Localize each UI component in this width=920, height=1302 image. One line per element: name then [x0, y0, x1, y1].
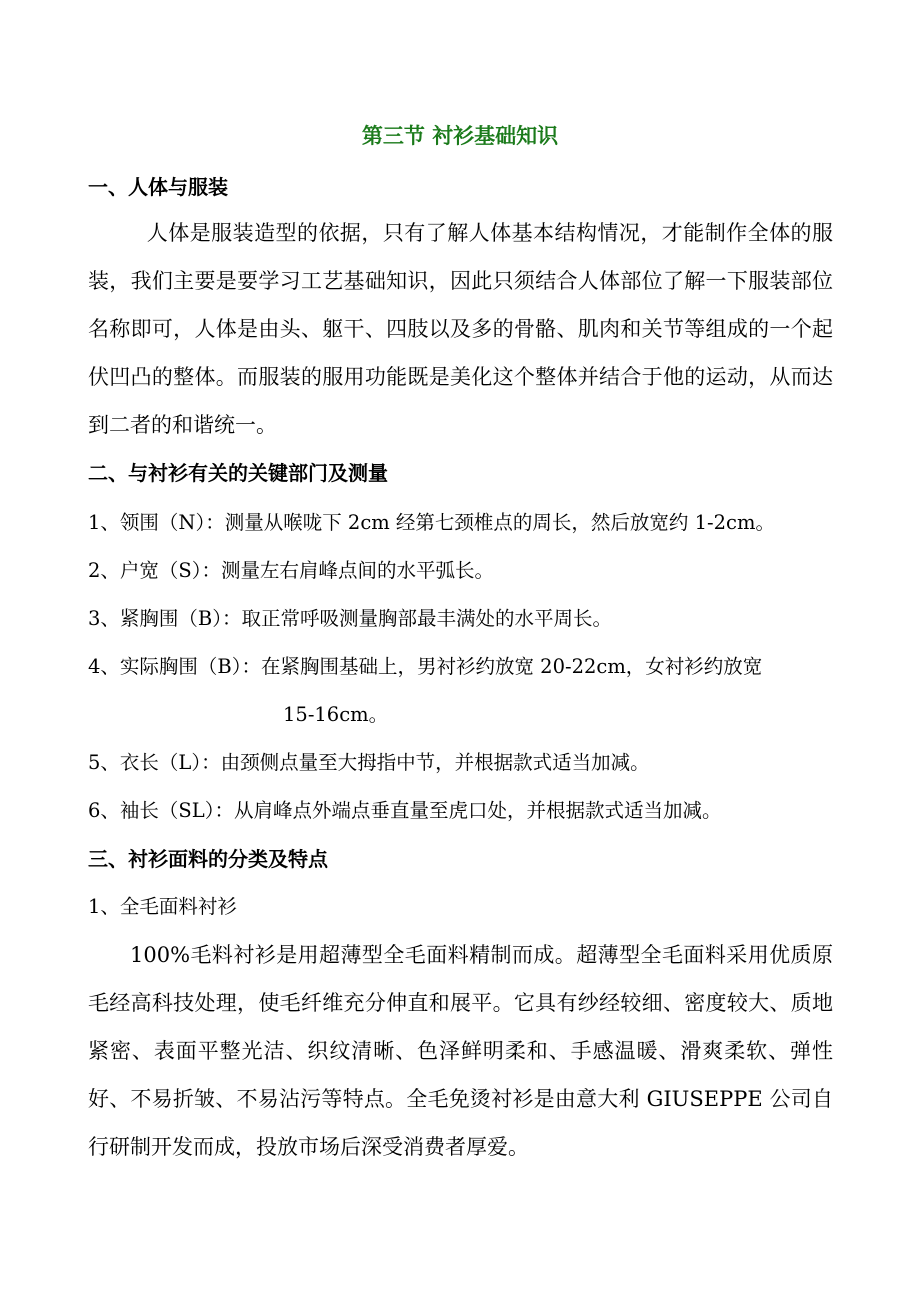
measurement-item: 6、袖长（SL）：从肩峰点外端点垂直量至虎口处，并根据款式适当加减。: [88, 799, 722, 822]
section-1-paragraph: 人体是服装造型的依据，只有了解人体基本结构情况，才能制作全体的服装，我们主要是要学习工艺基础知识，因此只须结合人体部位了解一下服装部位名称即可，人体是由头、躯干、四肢以及多的骨骼、肌肉和关节等组成的一个起伏凹凸的整体。而服装的服用功能既是美化这个整体并结合于他的运动，从而达到二者的和谐统一。: [88, 221, 833, 437]
measurement-item: 5、衣长（L）：由颈侧点量至大拇指中节，并根据款式适当加减。: [88, 751, 650, 774]
measurement-item: 2、户宽（S）：测量左右肩峰点间的水平弧长。: [88, 559, 495, 582]
measurement-item-continuation: 15-16cm。: [283, 703, 389, 726]
section-heading-1: 一、人体与服装: [88, 175, 228, 199]
measurement-item: 1、领围（N）：测量从喉咙下 2cm 经第七颈椎点的周长，然后放宽约 1-2cm。: [88, 511, 775, 534]
measurement-item: 3、紧胸围（B）：取正常呼吸测量胸部最丰满处的水平周长。: [88, 607, 612, 630]
page-title: 第三节 衬衫基础知识: [361, 124, 559, 148]
section-heading-3: 三、衬衫面料的分类及特点: [88, 847, 328, 871]
measurement-item: 4、实际胸围（B）：在紧胸围基础上，男衬衫约放宽 20-22cm，女衬衫约放宽: [88, 655, 763, 678]
section-3-paragraph: 100%毛料衬衫是用超薄型全毛面料精制而成。超薄型全毛面料采用优质原毛经高科技处理，使毛纤维充分伸直和展平。它具有纱经较细、密度较大、质地紧密、表面平整光洁、织纹清晰、色泽鲜明柔和、手感温暖、滑爽柔软、弹性好、不易折皱、不易沾污等特点。全毛免烫衬衫是由意大利 GIUSEPPE 公司自行研制开发而成，投放市场后深受消费者厚爱。: [88, 943, 833, 1159]
section-heading-2: 二、与衬衫有关的关键部门及测量: [88, 461, 388, 485]
subsection-heading: 1、全毛面料衬衫: [88, 895, 237, 918]
